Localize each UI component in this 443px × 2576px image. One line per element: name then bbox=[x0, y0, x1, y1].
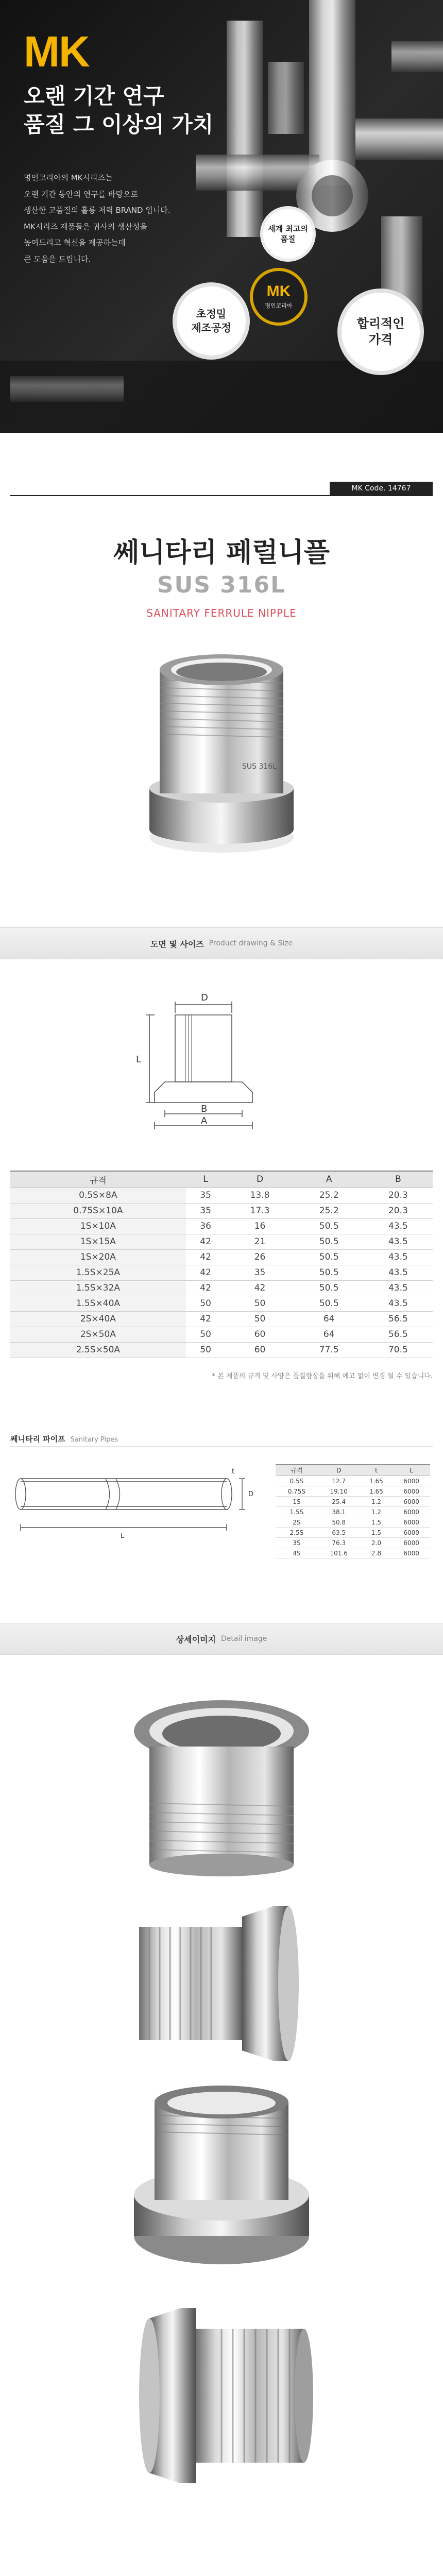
col-header: B bbox=[364, 1171, 433, 1188]
table-cell: 6000 bbox=[393, 1528, 430, 1538]
spec-table bbox=[10, 1171, 433, 1358]
col-header: t bbox=[360, 1465, 393, 1476]
detail-photo-4 bbox=[118, 2298, 325, 2494]
product-code: MK Code. 14767 bbox=[330, 482, 433, 495]
table-row bbox=[10, 1249, 433, 1265]
badge-world-quality bbox=[260, 206, 316, 262]
hero-description bbox=[24, 170, 199, 267]
table-cell: 25.2 bbox=[295, 1188, 364, 1203]
table-cell: 64 bbox=[295, 1311, 364, 1327]
section-title: 도면 및 사이즈 bbox=[150, 939, 204, 949]
table-row bbox=[276, 1538, 430, 1548]
table-cell: 2.5S×50A bbox=[10, 1342, 186, 1358]
table-cell: 6000 bbox=[393, 1538, 430, 1548]
badge-mk-sub: 명인코리아 bbox=[265, 302, 293, 309]
hero-desc-line: 생산한 고품질의 훌륭 저력 BRAND 입니다. bbox=[24, 206, 171, 215]
hero-desc-line: 높여드리고 혁신을 제공하는데 bbox=[24, 238, 126, 247]
table-row bbox=[10, 1327, 433, 1342]
table-cell: 1S×15A bbox=[10, 1234, 186, 1249]
table-cell: 50.5 bbox=[295, 1249, 364, 1265]
table-cell: 0.75S×10A bbox=[10, 1203, 186, 1218]
table-cell: 6000 bbox=[393, 1517, 430, 1528]
table-cell: 35 bbox=[225, 1265, 294, 1280]
table-cell: 0.5S bbox=[276, 1476, 318, 1486]
section-title: 상세이미지 bbox=[176, 1634, 216, 1645]
pipe-table bbox=[276, 1464, 430, 1558]
table-cell: 50.5 bbox=[295, 1296, 364, 1311]
table-cell: 42 bbox=[186, 1265, 226, 1280]
col-header: D bbox=[318, 1465, 360, 1476]
table-cell: 2S×40A bbox=[10, 1311, 186, 1327]
table-cell: 13.8 bbox=[225, 1188, 294, 1203]
badge-text: 품질 bbox=[280, 234, 296, 244]
product-photo bbox=[139, 634, 304, 860]
table-cell: 43.5 bbox=[364, 1218, 433, 1234]
hero-desc-line: 큰 도움을 드립니다. bbox=[24, 254, 91, 264]
badge-text: 합리적인 bbox=[356, 316, 405, 331]
detail-photo-2 bbox=[118, 1886, 325, 2081]
table-row bbox=[10, 1265, 433, 1280]
dim-label-a: A bbox=[201, 1115, 208, 1126]
product-english-name: SANITARY FERRULE NIPPLE bbox=[146, 607, 297, 619]
col-header: A bbox=[295, 1171, 364, 1188]
badge-mk-logo: MK bbox=[266, 283, 291, 300]
product-title: 쎄니타리 페럴니플 bbox=[113, 537, 330, 568]
table-cell: 1.5S×25A bbox=[10, 1265, 186, 1280]
section-subtitle: Product drawing & Size bbox=[209, 939, 293, 947]
table-cell: 35 bbox=[186, 1203, 226, 1218]
table-cell: 17.3 bbox=[225, 1203, 294, 1218]
table-cell: 50.5 bbox=[295, 1218, 364, 1234]
technical-drawing bbox=[98, 979, 345, 1133]
col-header: L bbox=[393, 1465, 430, 1476]
table-cell: 26 bbox=[225, 1249, 294, 1265]
table-cell: 1.65 bbox=[360, 1476, 393, 1486]
table-row bbox=[276, 1486, 430, 1497]
table-cell: 1.5S bbox=[276, 1507, 318, 1517]
table-cell: 0.75S bbox=[276, 1486, 318, 1497]
table-cell: 1.65 bbox=[360, 1486, 393, 1497]
hero-desc-line: MK시리즈 제품들은 귀사의 생산성을 bbox=[24, 222, 147, 231]
table-cell: 42 bbox=[186, 1234, 226, 1249]
table-cell: 6000 bbox=[393, 1548, 430, 1558]
badge-text: 제조공정 bbox=[191, 321, 231, 334]
table-cell: 1.2 bbox=[360, 1497, 393, 1507]
table-cell: 56.5 bbox=[364, 1311, 433, 1327]
table-cell: 42 bbox=[186, 1311, 226, 1327]
badge-precision bbox=[173, 282, 250, 360]
table-cell: 2.0 bbox=[360, 1538, 393, 1548]
table-cell: 43.5 bbox=[364, 1280, 433, 1296]
table-cell: 2.5S bbox=[276, 1528, 318, 1538]
table-row bbox=[276, 1497, 430, 1507]
section-header-drawing bbox=[0, 927, 443, 959]
badge-text: 초정밀 bbox=[196, 308, 226, 320]
table-row bbox=[10, 1342, 433, 1358]
table-row bbox=[10, 1296, 433, 1311]
spec-note: * 본 제품의 규격 및 사양은 품질향상을 위해 예고 없이 변경 될 수 있습니다. bbox=[212, 1372, 433, 1380]
table-cell: 42 bbox=[225, 1280, 294, 1296]
table-cell: 6000 bbox=[393, 1486, 430, 1497]
table-cell: 38.1 bbox=[318, 1507, 360, 1517]
table-cell: 76.3 bbox=[318, 1538, 360, 1548]
table-cell: 25.4 bbox=[318, 1497, 360, 1507]
table-cell: 6000 bbox=[393, 1507, 430, 1517]
table-row bbox=[276, 1528, 430, 1538]
table-row bbox=[10, 1280, 433, 1296]
pipe-label-t: t bbox=[232, 1468, 235, 1476]
col-header: 규격 bbox=[10, 1171, 186, 1188]
table-row bbox=[276, 1476, 430, 1486]
table-cell: 43.5 bbox=[364, 1265, 433, 1280]
table-cell: 50 bbox=[186, 1327, 226, 1342]
table-row bbox=[276, 1507, 430, 1517]
table-row bbox=[10, 1311, 433, 1327]
table-cell: 1S×20A bbox=[10, 1249, 186, 1265]
table-cell: 101.6 bbox=[318, 1548, 360, 1558]
spec-table-header bbox=[10, 1171, 433, 1188]
table-cell: 50 bbox=[186, 1296, 226, 1311]
divider bbox=[10, 495, 433, 496]
section-header-detail bbox=[0, 1623, 443, 1655]
table-cell: 35 bbox=[186, 1188, 226, 1203]
table-cell: 1.5 bbox=[360, 1528, 393, 1538]
pipe-label-l: L bbox=[121, 1532, 125, 1540]
table-cell: 50.5 bbox=[295, 1265, 364, 1280]
badge-text: 가격 bbox=[368, 332, 393, 347]
col-header: D bbox=[225, 1171, 294, 1188]
table-cell: 1S bbox=[276, 1497, 318, 1507]
pipe-drawing bbox=[10, 1463, 263, 1551]
pipe-label-d: D bbox=[248, 1490, 254, 1498]
hero-banner bbox=[0, 0, 443, 433]
table-cell: 20.3 bbox=[364, 1188, 433, 1203]
table-cell: 63.5 bbox=[318, 1528, 360, 1538]
badge-reasonable-price bbox=[337, 289, 424, 375]
col-header: L bbox=[186, 1171, 226, 1188]
table-cell: 50 bbox=[225, 1311, 294, 1327]
table-cell: 2S×50A bbox=[10, 1327, 186, 1342]
table-cell: 1.5 bbox=[360, 1517, 393, 1528]
table-row bbox=[276, 1517, 430, 1528]
table-cell: 50 bbox=[186, 1342, 226, 1358]
table-cell: 1.5S×40A bbox=[10, 1296, 186, 1311]
table-cell: 42 bbox=[186, 1280, 226, 1296]
brand-logo: MK bbox=[24, 27, 89, 76]
table-cell: 43.5 bbox=[364, 1296, 433, 1311]
table-cell: 1.5S×32A bbox=[10, 1280, 186, 1296]
detail-photo-3 bbox=[118, 2081, 325, 2277]
table-cell: 43.5 bbox=[364, 1234, 433, 1249]
dim-label-b: B bbox=[201, 1104, 208, 1114]
section-subtitle: Detail image bbox=[220, 1635, 267, 1643]
pipe-table-header bbox=[276, 1465, 430, 1476]
table-cell: 3S bbox=[276, 1538, 318, 1548]
hero-title-line2: 품질 그 이상의 가치 bbox=[24, 111, 214, 137]
table-cell: 36 bbox=[186, 1218, 226, 1234]
table-cell: 2.8 bbox=[360, 1548, 393, 1558]
table-cell: 56.5 bbox=[364, 1327, 433, 1342]
pipes-title: 쎄니타리 파이프 bbox=[10, 1434, 65, 1444]
product-stamp: SUS 316L bbox=[242, 762, 277, 771]
table-cell: 25.2 bbox=[295, 1203, 364, 1218]
hero-title bbox=[24, 82, 213, 139]
pipes-subtitle: Sanitary Pipes bbox=[70, 1436, 118, 1444]
hero-desc-line: 오랜 기간 동안의 연구를 바탕으로 bbox=[24, 189, 138, 199]
hero-desc-line: 명인코리아의 MK시리즈는 bbox=[24, 173, 113, 182]
product-material: SUS 316L bbox=[157, 572, 286, 598]
table-cell: 0.5S×8A bbox=[10, 1188, 186, 1203]
detail-photo-1 bbox=[118, 1685, 325, 1880]
col-header: 규격 bbox=[276, 1465, 318, 1476]
table-cell: 42 bbox=[186, 1249, 226, 1265]
hero-title-line1: 오랜 기간 연구 bbox=[24, 83, 164, 109]
table-cell: 12.7 bbox=[318, 1476, 360, 1486]
table-cell: 60 bbox=[225, 1327, 294, 1342]
table-row bbox=[276, 1548, 430, 1558]
table-cell: 50.8 bbox=[318, 1517, 360, 1528]
table-cell: 1S×10A bbox=[10, 1218, 186, 1234]
table-row bbox=[10, 1188, 433, 1203]
table-cell: 16 bbox=[225, 1218, 294, 1234]
pipes-header bbox=[10, 1433, 118, 1444]
table-cell: 2S bbox=[276, 1517, 318, 1528]
table-cell: 6000 bbox=[393, 1497, 430, 1507]
table-cell: 43.5 bbox=[364, 1249, 433, 1265]
table-cell: 50.5 bbox=[295, 1234, 364, 1249]
table-cell: 19.10 bbox=[318, 1486, 360, 1497]
table-cell: 50 bbox=[225, 1296, 294, 1311]
table-cell: 21 bbox=[225, 1234, 294, 1249]
table-row bbox=[10, 1218, 433, 1234]
table-cell: 1.2 bbox=[360, 1507, 393, 1517]
table-cell: 77.5 bbox=[295, 1342, 364, 1358]
table-cell: 4S bbox=[276, 1548, 318, 1558]
table-row bbox=[10, 1203, 433, 1218]
dim-label-l: L bbox=[136, 1054, 142, 1065]
badge-text: 세계 최고의 bbox=[268, 224, 308, 233]
table-cell: 60 bbox=[225, 1342, 294, 1358]
dim-label-d: D bbox=[201, 992, 208, 1003]
table-cell: 50.5 bbox=[295, 1280, 364, 1296]
table-cell: 70.5 bbox=[364, 1342, 433, 1358]
table-cell: 6000 bbox=[393, 1476, 430, 1486]
table-cell: 64 bbox=[295, 1327, 364, 1342]
table-cell: 20.3 bbox=[364, 1203, 433, 1218]
badge-mk bbox=[250, 268, 308, 326]
table-row bbox=[10, 1234, 433, 1249]
